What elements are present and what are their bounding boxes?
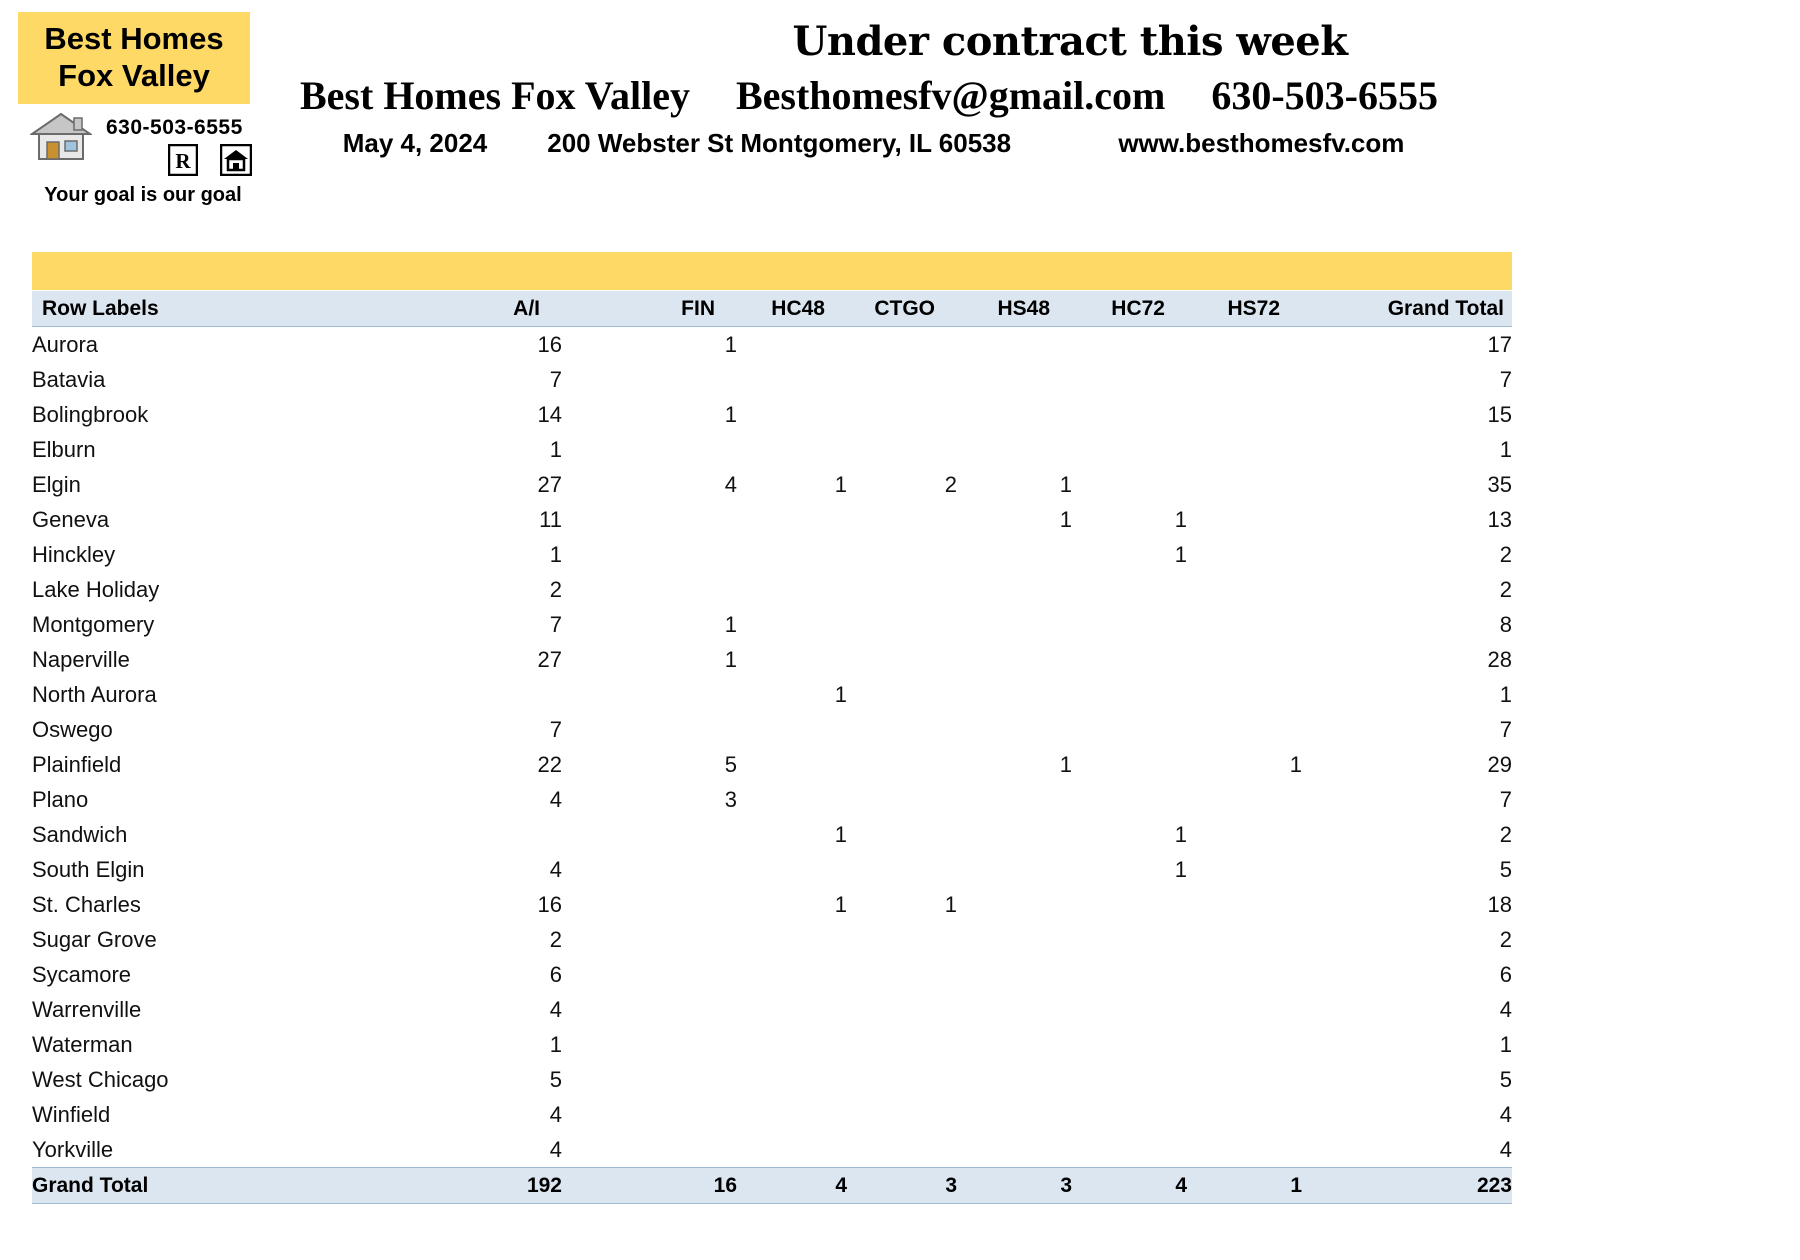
cell-value: 29 bbox=[1487, 751, 1512, 777]
pivot-sheet bbox=[32, 252, 1512, 1204]
table-row bbox=[32, 642, 1512, 677]
row-label: Geneva bbox=[32, 506, 110, 532]
page-title: Under contract this week bbox=[792, 18, 1348, 65]
logo-contact-row bbox=[18, 110, 268, 180]
cell-value bbox=[1072, 747, 1187, 782]
cell-value bbox=[1187, 467, 1302, 502]
col-header-fin[interactable]: FIN bbox=[562, 291, 737, 327]
row-label: Hinckley bbox=[32, 541, 116, 567]
row-label: Elburn bbox=[32, 436, 96, 462]
cell-value: 1 bbox=[549, 1031, 562, 1057]
logo-badge bbox=[18, 12, 250, 104]
row-label: West Chicago bbox=[32, 1066, 169, 1092]
cell-value: 17 bbox=[1487, 331, 1512, 357]
association-icons bbox=[168, 144, 252, 181]
cell-value bbox=[847, 747, 957, 782]
grand-total-fin: 16 bbox=[562, 1168, 737, 1204]
cell-value bbox=[847, 642, 957, 677]
table-row bbox=[32, 677, 1512, 712]
grand-total-ctgo: 3 bbox=[847, 1168, 957, 1204]
row-label: Yorkville bbox=[32, 1136, 114, 1162]
row-label: St. Charles bbox=[32, 891, 141, 917]
cell-value: 14 bbox=[537, 401, 562, 427]
logo-phone: 630-503-6555 bbox=[106, 116, 243, 139]
cell-value: 28 bbox=[1487, 646, 1512, 672]
cell-value: 2 bbox=[549, 576, 562, 602]
table-row bbox=[32, 1132, 1512, 1168]
table-row bbox=[32, 607, 1512, 642]
cell-value bbox=[1187, 397, 1302, 432]
cell-value: 7 bbox=[1499, 366, 1512, 392]
cell-value bbox=[562, 1097, 737, 1132]
cell-value bbox=[847, 397, 957, 432]
cell-value: 4 bbox=[1499, 996, 1512, 1022]
equal-housing-icon bbox=[220, 144, 252, 181]
cell-value bbox=[1187, 537, 1302, 572]
cell-value bbox=[1072, 887, 1187, 922]
cell-value bbox=[1072, 467, 1187, 502]
grand-total-hs72: 1 bbox=[1187, 1168, 1302, 1204]
col-header-row-labels[interactable]: Row Labels bbox=[32, 291, 382, 327]
cell-value bbox=[957, 607, 1072, 642]
row-label: Naperville bbox=[32, 646, 130, 672]
cell-value bbox=[562, 712, 737, 747]
pivot-table bbox=[32, 290, 1512, 1204]
cell-value bbox=[1072, 432, 1187, 467]
cell-value bbox=[562, 992, 737, 1027]
cell-value bbox=[1187, 712, 1302, 747]
cell-value bbox=[1072, 922, 1187, 957]
cell-value: 1 bbox=[1059, 471, 1072, 497]
cell-value bbox=[737, 1027, 847, 1062]
website-link[interactable]: www.besthomesfv.com bbox=[1118, 128, 1405, 158]
cell-value bbox=[737, 1062, 847, 1097]
table-row bbox=[32, 782, 1512, 817]
cell-value: 22 bbox=[537, 751, 562, 777]
cell-value bbox=[847, 572, 957, 607]
realtor-icon bbox=[168, 144, 198, 181]
cell-value: 5 bbox=[724, 751, 737, 777]
cell-value: 1 bbox=[1174, 541, 1187, 567]
cell-value bbox=[1072, 607, 1187, 642]
cell-value: 3 bbox=[724, 786, 737, 812]
cell-value: 18 bbox=[1487, 891, 1512, 917]
cell-value bbox=[847, 1132, 957, 1168]
cell-value bbox=[562, 1062, 737, 1097]
grand-total-ai: 192 bbox=[382, 1168, 562, 1204]
cell-value: 27 bbox=[537, 646, 562, 672]
cell-value bbox=[737, 922, 847, 957]
cell-value: 7 bbox=[1499, 786, 1512, 812]
cell-value bbox=[1187, 1097, 1302, 1132]
cell-value: 4 bbox=[549, 1136, 562, 1162]
sheet-gold-bar bbox=[32, 252, 1512, 290]
cell-value bbox=[1187, 642, 1302, 677]
table-row bbox=[32, 992, 1512, 1027]
cell-value bbox=[1072, 712, 1187, 747]
cell-value bbox=[562, 817, 737, 852]
cell-value bbox=[847, 817, 957, 852]
cell-value: 1 bbox=[1289, 751, 1302, 777]
cell-value: 7 bbox=[549, 716, 562, 742]
cell-value bbox=[957, 957, 1072, 992]
grand-total-row bbox=[32, 1168, 1512, 1204]
cell-value: 1 bbox=[1059, 751, 1072, 777]
cell-value bbox=[957, 362, 1072, 397]
cell-value bbox=[847, 1027, 957, 1062]
cell-value: 1 bbox=[1174, 856, 1187, 882]
company-tagline: Your goal is our goal bbox=[44, 184, 242, 206]
cell-value bbox=[847, 852, 957, 887]
cell-value: 7 bbox=[1499, 716, 1512, 742]
cell-value bbox=[737, 747, 847, 782]
cell-value bbox=[1187, 432, 1302, 467]
row-label: North Aurora bbox=[32, 681, 157, 707]
table-row bbox=[32, 537, 1512, 572]
row-label: Batavia bbox=[32, 366, 106, 392]
cell-value bbox=[562, 432, 737, 467]
cell-value: 8 bbox=[1499, 611, 1512, 637]
table-header-row bbox=[32, 291, 1512, 327]
cell-value bbox=[1187, 327, 1302, 363]
cell-value bbox=[847, 432, 957, 467]
cell-value bbox=[847, 327, 957, 363]
cell-value bbox=[1187, 572, 1302, 607]
table-row bbox=[32, 712, 1512, 747]
cell-value bbox=[382, 817, 562, 852]
cell-value: 1 bbox=[549, 541, 562, 567]
cell-value bbox=[957, 572, 1072, 607]
house-icon bbox=[30, 112, 92, 167]
cell-value bbox=[847, 1062, 957, 1097]
cell-value bbox=[957, 537, 1072, 572]
table-row bbox=[32, 1097, 1512, 1132]
cell-value: 4 bbox=[1499, 1136, 1512, 1162]
row-label: Elgin bbox=[32, 471, 81, 497]
cell-value bbox=[957, 852, 1072, 887]
cell-value: 16 bbox=[537, 891, 562, 917]
cell-value bbox=[1072, 1027, 1187, 1062]
cell-value: 7 bbox=[549, 366, 562, 392]
cell-value bbox=[737, 712, 847, 747]
cell-value bbox=[737, 362, 847, 397]
cell-value: 1 bbox=[724, 331, 737, 357]
cell-value bbox=[562, 922, 737, 957]
cell-value bbox=[1187, 992, 1302, 1027]
cell-value bbox=[737, 992, 847, 1027]
grand-total-label: Grand Total bbox=[32, 1168, 382, 1204]
cell-value: 13 bbox=[1487, 506, 1512, 532]
cell-value bbox=[737, 327, 847, 363]
cell-value bbox=[737, 852, 847, 887]
cell-value bbox=[957, 397, 1072, 432]
cell-value bbox=[957, 1097, 1072, 1132]
cell-value: 15 bbox=[1487, 401, 1512, 427]
cell-value bbox=[1187, 677, 1302, 712]
brand-email[interactable]: Besthomesfv@gmail.com bbox=[735, 73, 1166, 118]
cell-value: 1 bbox=[1174, 821, 1187, 847]
cell-value: 4 bbox=[549, 786, 562, 812]
row-label: Bolingbrook bbox=[32, 401, 149, 427]
cell-value bbox=[1187, 362, 1302, 397]
cell-value: 1 bbox=[1499, 436, 1512, 462]
cell-value bbox=[957, 432, 1072, 467]
cell-value: 4 bbox=[549, 996, 562, 1022]
cell-value bbox=[957, 642, 1072, 677]
cell-value bbox=[737, 572, 847, 607]
table-row bbox=[32, 887, 1512, 922]
cell-value: 35 bbox=[1487, 471, 1512, 497]
cell-value bbox=[1072, 572, 1187, 607]
cell-value bbox=[847, 992, 957, 1027]
table-row bbox=[32, 852, 1512, 887]
col-header-hc72[interactable]: HC72 bbox=[1072, 291, 1187, 327]
cell-value bbox=[847, 1097, 957, 1132]
col-header-ai[interactable]: A/I bbox=[382, 291, 562, 327]
row-label: South Elgin bbox=[32, 856, 145, 882]
row-label: Winfield bbox=[32, 1101, 111, 1127]
cell-value: 2 bbox=[1499, 926, 1512, 952]
cell-value bbox=[562, 677, 737, 712]
report-date: May 4, 2024 bbox=[342, 128, 488, 158]
table-row bbox=[32, 1027, 1512, 1062]
table-row bbox=[32, 1062, 1512, 1097]
cell-value: 27 bbox=[537, 471, 562, 497]
cell-value bbox=[382, 677, 562, 712]
col-header-hc48[interactable]: HC48 bbox=[737, 291, 847, 327]
cell-value bbox=[1187, 887, 1302, 922]
cell-value bbox=[1072, 1097, 1187, 1132]
cell-value: 4 bbox=[724, 471, 737, 497]
table-row bbox=[32, 817, 1512, 852]
cell-value bbox=[957, 712, 1072, 747]
cell-value bbox=[1187, 1132, 1302, 1168]
cell-value bbox=[1187, 502, 1302, 537]
page-header bbox=[0, 0, 1800, 250]
cell-value: 1 bbox=[1499, 1031, 1512, 1057]
cell-value bbox=[847, 782, 957, 817]
row-label: Montgomery bbox=[32, 611, 155, 637]
cell-value bbox=[1187, 1062, 1302, 1097]
company-logo-block bbox=[18, 12, 268, 207]
brand-name: Best Homes Fox Valley bbox=[300, 73, 690, 118]
cell-value bbox=[847, 607, 957, 642]
grand-total-hc48: 4 bbox=[737, 1168, 847, 1204]
cell-value bbox=[737, 1132, 847, 1168]
cell-value: 2 bbox=[549, 926, 562, 952]
table-row bbox=[32, 467, 1512, 502]
row-label: Sandwich bbox=[32, 821, 128, 847]
cell-value: 6 bbox=[1499, 961, 1512, 987]
cell-value: 4 bbox=[1499, 1101, 1512, 1127]
cell-value bbox=[737, 1097, 847, 1132]
col-header-hs72[interactable]: HS72 bbox=[1187, 291, 1302, 327]
cell-value bbox=[1187, 782, 1302, 817]
cell-value bbox=[1187, 1027, 1302, 1062]
cell-value bbox=[1072, 957, 1187, 992]
cell-value: 1 bbox=[834, 891, 847, 917]
cell-value: 5 bbox=[1499, 1066, 1512, 1092]
cell-value bbox=[1187, 817, 1302, 852]
cell-value bbox=[737, 782, 847, 817]
cell-value bbox=[957, 782, 1072, 817]
cell-value: 1 bbox=[1174, 506, 1187, 532]
cell-value: 4 bbox=[549, 856, 562, 882]
cell-value: 1 bbox=[1499, 681, 1512, 707]
table-row bbox=[32, 397, 1512, 432]
cell-value bbox=[847, 362, 957, 397]
table-row bbox=[32, 957, 1512, 992]
cell-value bbox=[737, 537, 847, 572]
cell-value bbox=[847, 537, 957, 572]
logo-line-1: Best Homes bbox=[44, 21, 224, 56]
info-line bbox=[300, 128, 1760, 159]
cell-value: 1 bbox=[834, 471, 847, 497]
table-row bbox=[32, 572, 1512, 607]
cell-value bbox=[957, 922, 1072, 957]
cell-value: 1 bbox=[724, 611, 737, 637]
logo-line-2: Fox Valley bbox=[58, 58, 210, 93]
brand-contact-line bbox=[300, 72, 1760, 119]
cell-value bbox=[957, 327, 1072, 363]
table-row bbox=[32, 362, 1512, 397]
cell-value bbox=[737, 502, 847, 537]
cell-value bbox=[737, 957, 847, 992]
table-row bbox=[32, 432, 1512, 467]
cell-value bbox=[1072, 992, 1187, 1027]
cell-value: 1 bbox=[1059, 506, 1072, 532]
row-label: Sycamore bbox=[32, 961, 132, 987]
cell-value: 1 bbox=[549, 436, 562, 462]
cell-value bbox=[1072, 397, 1187, 432]
cell-value bbox=[1187, 922, 1302, 957]
grand-total-hs48: 3 bbox=[957, 1168, 1072, 1204]
cell-value bbox=[737, 607, 847, 642]
cell-value bbox=[1072, 677, 1187, 712]
cell-value: 1 bbox=[834, 681, 847, 707]
cell-value bbox=[737, 432, 847, 467]
cell-value bbox=[957, 677, 1072, 712]
table-row bbox=[32, 502, 1512, 537]
row-label: Oswego bbox=[32, 716, 113, 742]
cell-value: 11 bbox=[539, 506, 562, 532]
brand-phone: 630-503-6555 bbox=[1211, 73, 1438, 118]
svg-text:R: R bbox=[175, 149, 191, 173]
cell-value bbox=[562, 537, 737, 572]
cell-value bbox=[1072, 362, 1187, 397]
cell-value bbox=[847, 502, 957, 537]
row-label: Plainfield bbox=[32, 751, 122, 777]
cell-value bbox=[1072, 642, 1187, 677]
cell-value bbox=[957, 1062, 1072, 1097]
cell-value bbox=[957, 817, 1072, 852]
cell-value bbox=[1187, 607, 1302, 642]
table-row bbox=[32, 327, 1512, 363]
office-address: 200 Webster St Montgomery, IL 60538 bbox=[547, 128, 1012, 158]
cell-value bbox=[847, 957, 957, 992]
cell-value bbox=[1072, 1132, 1187, 1168]
cell-value bbox=[562, 957, 737, 992]
cell-value: 7 bbox=[549, 611, 562, 637]
cell-value bbox=[957, 992, 1072, 1027]
cell-value: 1 bbox=[724, 401, 737, 427]
cell-value bbox=[1187, 957, 1302, 992]
table-row bbox=[32, 747, 1512, 782]
grand-total-hc72: 4 bbox=[1072, 1168, 1187, 1204]
row-label: Plano bbox=[32, 786, 89, 812]
cell-value bbox=[847, 712, 957, 747]
cell-value bbox=[957, 887, 1072, 922]
cell-value bbox=[1072, 327, 1187, 363]
cell-value bbox=[562, 362, 737, 397]
cell-value: 16 bbox=[537, 331, 562, 357]
cell-value bbox=[562, 1132, 737, 1168]
cell-value: 5 bbox=[1499, 856, 1512, 882]
col-header-ctgo[interactable]: CTGO bbox=[847, 291, 957, 327]
cell-value: 1 bbox=[724, 646, 737, 672]
cell-value: 5 bbox=[549, 1066, 562, 1092]
cell-value bbox=[1072, 782, 1187, 817]
cell-value: 2 bbox=[1499, 576, 1512, 602]
cell-value bbox=[847, 922, 957, 957]
row-label: Sugar Grove bbox=[32, 926, 157, 952]
cell-value: 1 bbox=[944, 891, 957, 917]
row-label: Lake Holiday bbox=[32, 576, 160, 602]
cell-value bbox=[1187, 852, 1302, 887]
row-label: Aurora bbox=[32, 331, 99, 357]
grand-total-total: 223 bbox=[1302, 1168, 1512, 1204]
row-label: Waterman bbox=[32, 1031, 133, 1057]
cell-value bbox=[562, 1027, 737, 1062]
cell-value: 4 bbox=[549, 1101, 562, 1127]
cell-value: 6 bbox=[549, 961, 562, 987]
cell-value: 2 bbox=[1499, 541, 1512, 567]
cell-value: 2 bbox=[1499, 821, 1512, 847]
cell-value bbox=[562, 502, 737, 537]
cell-value bbox=[562, 852, 737, 887]
col-header-hs48[interactable]: HS48 bbox=[957, 291, 1072, 327]
cell-value bbox=[562, 887, 737, 922]
cell-value bbox=[1072, 1062, 1187, 1097]
cell-value bbox=[562, 572, 737, 607]
row-label: Warrenville bbox=[32, 996, 142, 1022]
cell-value bbox=[847, 677, 957, 712]
cell-value: 1 bbox=[834, 821, 847, 847]
cell-value bbox=[737, 642, 847, 677]
cell-value: 2 bbox=[944, 471, 957, 497]
table-row bbox=[32, 922, 1512, 957]
cell-value bbox=[957, 1132, 1072, 1168]
cell-value bbox=[957, 1027, 1072, 1062]
col-header-grand-total[interactable]: Grand Total bbox=[1302, 291, 1512, 327]
cell-value bbox=[737, 397, 847, 432]
